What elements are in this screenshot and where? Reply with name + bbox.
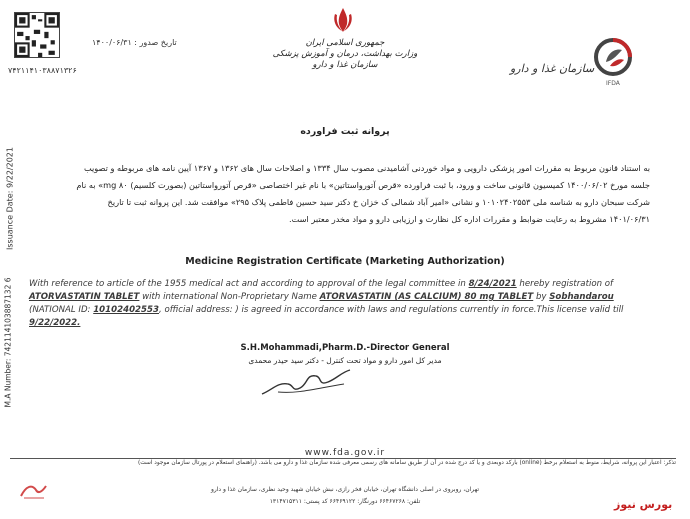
persian-line-2: جلسه مورخ ۱۴۰۰/۰۶/۰۲ کمیسیون قانونی ساخت و ورود، با ثبت فراورده «قرص آتورواستاتین» با نام غیر اختصاصی «قرص آتورواستاتین (بصورت کلسیم) ۸۰ mg» به نام (76, 180, 650, 190)
director-title-fa: مدیر کل امور دارو و مواد تحت کنترل - دکتر سید حیدر محمدی (248, 356, 442, 365)
organization-name: سازمان غذا و دارو (510, 62, 595, 75)
footer-note: تذکر: اعتبار این پروانه، شرایط، منوط به استعلام برخط (online) بارکد دوبعدی و یا کد درج شده در آن از طریق سامانه های رسمی معرفی شده سازمان غذا و دارو می باشد. (راهنمای استعلام در پورتال سازمان موجود است) (138, 460, 676, 466)
footer-address: تهران، روبروی در اصلی دانشگاه تهران، خیابان فخر رازی، نبش خیابان شهید وحید نظری، سازمان غذا و دارو (210, 486, 480, 493)
persian-body (28, 160, 650, 228)
website-url: www.fda.gov.ir (304, 448, 386, 458)
signature-icon (258, 364, 354, 400)
news-watermark: بورس نیوز (614, 498, 673, 511)
en-text-5: (NATIONAL ID: (29, 305, 94, 315)
committee-date: 8/24/2021 (468, 279, 517, 289)
persian-line-3: شرکت سبحان دارو به شناسه ملی ۱۰۱۰۲۴۰۲۵۵۳ و نشانی «امیر آباد شمالی ک خزان خ دکتر سید حسین فاطمی پلاک ۲۹۵» موافقت شد. این پروانه ثبت تا تاریخ (107, 197, 650, 207)
en-text-3: with international Non-Proprietary Name (139, 292, 320, 302)
en-text-4: by (533, 292, 550, 302)
government-header (250, 38, 440, 71)
product-name: ATORVASTATIN TABLET (29, 292, 140, 302)
gov-line-3: سازمان غذا و دارو (312, 60, 378, 70)
serial-number: ۷۴۲۱۱۴۱۰۳۸۸۷۱۳۲۶ (8, 66, 77, 75)
en-text-7: till (610, 305, 624, 315)
inn-name: ATORVASTATIN (AS CALCIUM) 80 mg TABLET (319, 292, 534, 302)
english-body (29, 278, 653, 330)
valid-till-date: 9/22/2022. (29, 318, 81, 328)
gov-line-1: جمهوری اسلامی ایران (305, 38, 385, 48)
persian-line-4: ۱۴۰۱/۰۶/۳۱ مشروط به رعایت ضوابط و مقررات اداره کل نظارت و ارزیابی دارو و مواد مخدر معتبر است. (289, 214, 650, 224)
company-name: Sobhandarou (549, 292, 614, 302)
side-issuance-date: Issuance Date: 9/22/2021 (5, 147, 15, 250)
director-name: S.H.Mohammadi,Pharm.D.-Director General (240, 343, 450, 353)
ifda-logo-icon (592, 36, 634, 78)
qr-code-icon (14, 12, 60, 58)
persian-title: پروانه ثبت فراورده (300, 126, 390, 137)
en-text-6: , official address: ) is agreed in accordance with laws and regulations currently in force.This license valid (158, 305, 611, 315)
en-text-2: hereby registration of (516, 279, 614, 289)
issue-date-label: تاریخ صدور : ۱۴۰۰/۰۶/۳۱ (92, 38, 177, 47)
footer-divider (10, 458, 676, 459)
footer-phone: تلفن: ۶۶۴۶۷۲۶۸ دورنگار: ۶۶۴۶۹۱۲۲ کد پستی: ۱۳۱۴۷۱۵۳۱۱ (269, 498, 421, 505)
stamp-icon (18, 480, 50, 502)
ifda-label: IFDA (606, 80, 620, 87)
persian-line-1: به استناد قانون مربوط به مقررات امور پزشکی دارویی و مواد خوردنی آشامیدنی مصوب سال ۱۳۳۴ و اصلاحات سال های ۱۳۶۲ و ۱۳۶۷ آیین نامه های مربوطه و تصویب (83, 163, 650, 173)
national-id: 10102402553 (93, 305, 159, 315)
side-ma-number: M.A Number: 742114103887132 6 (3, 277, 13, 408)
iran-emblem-icon (330, 6, 356, 34)
english-title: Medicine Registration Certificate (Marketing Authorization) (185, 256, 505, 267)
en-text-1: With reference to article of the 1955 medical act and according to approval of the legal committee in (29, 279, 469, 289)
gov-line-2: وزارت بهداشت، درمان و آموزش پزشکی (272, 49, 418, 59)
